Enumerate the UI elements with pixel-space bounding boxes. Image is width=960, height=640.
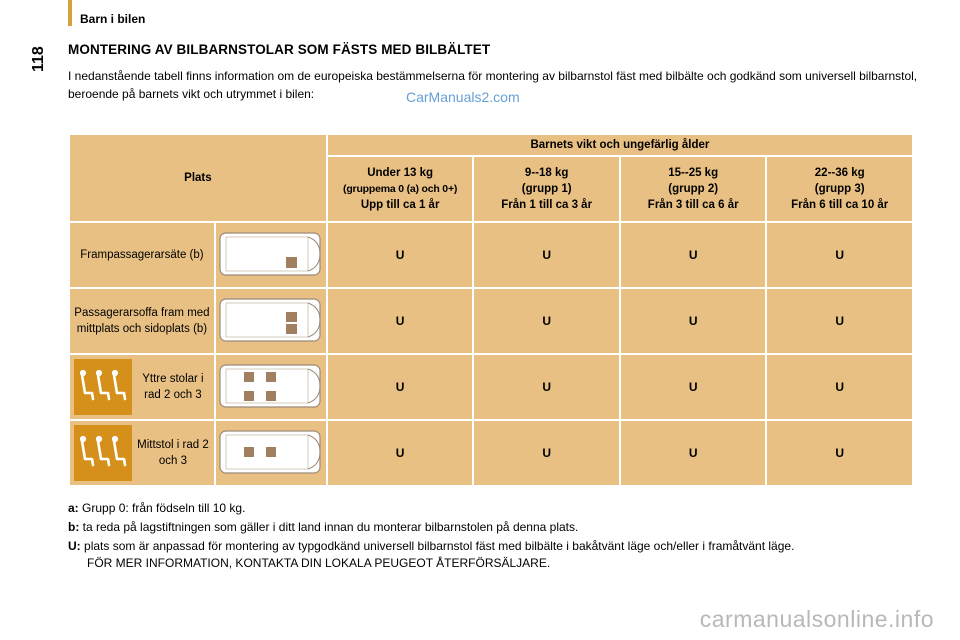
child-seat-table [68,133,914,487]
header-weight-age: Barnets vikt och ungefärlig ålder [327,134,913,156]
value-cell: U [620,354,767,420]
group-weight: 9--18 kg [524,167,569,179]
value-cell: U [620,420,767,486]
footnote-key: a: [68,501,79,515]
value-cell: U [473,288,620,354]
group-header [327,156,474,222]
group-name: (grupp 2) [668,183,719,195]
group-name: (grupp 3) [814,183,865,195]
van-diagram-icon [215,222,327,288]
value-cell: U [766,288,913,354]
value-cell: U [327,288,474,354]
footnote [68,538,938,572]
footnote-key: b: [68,520,80,534]
footnote-key: U: [68,539,81,553]
van-diagram-icon [215,420,327,486]
seat-row-icon [74,425,132,481]
footnote-text: plats som är anpassad för montering av typgodkänd universell bilbarnstol fäst med bilbälte i bakåtvänt läge och/eller i framåtvänt läge. [84,539,795,553]
value-cell: U [766,354,913,420]
place-label: Yttre stolar i rad 2 och 3 [142,373,204,401]
watermark-bottom: carmanualsonline.info [699,606,934,632]
table-row [69,222,913,288]
group-weight: 22--36 kg [814,167,865,179]
group-name: (gruppema 0 (a) och 0+) [343,183,458,195]
value-cell: U [473,420,620,486]
group-age: Från 3 till ca 6 år [647,199,739,211]
group-header [620,156,767,222]
value-cell: U [473,222,620,288]
group-weight: 15--25 kg [668,167,719,179]
page-number: 118 [30,46,47,72]
group-header [766,156,913,222]
watermark-top: CarManuals2.com [406,89,520,105]
footnote-text: ta reda på lagstiftningen som gäller i ditt land innan du monterar bilbarnstolen på denna plats. [82,520,579,534]
place-cell [69,354,215,420]
section-accent-bar [68,0,72,26]
group-weight: Under 13 kg [367,167,434,179]
table-row [69,288,913,354]
value-cell: U [327,354,474,420]
van-diagram-icon [215,354,327,420]
group-header [473,156,620,222]
value-cell: U [473,354,620,420]
value-cell: U [327,222,474,288]
seat-row-icon [74,359,132,415]
page-title: MONTERING AV BILBARNSTOLAR SOM FÄSTS MED BILBÄLTET [68,42,491,57]
place-cell [69,420,215,486]
place-label: Frampassagerarsäte (b) [69,222,215,288]
header-place: Plats [69,134,327,222]
place-label: Passagerarsoffa fram med mittplats och sidoplats (b) [69,288,215,354]
van-diagram-icon [215,288,327,354]
group-age: Från 6 till ca 10 år [791,199,889,211]
value-cell: U [620,222,767,288]
table-row [69,420,913,486]
value-cell: U [766,222,913,288]
group-age: Upp till ca 1 år [360,199,440,211]
footnote-contact: FÖR MER INFORMATION, KONTAKTA DIN LOKALA PEUGEOT ÅTERFÖRSÄLJARE. [87,556,551,570]
footnotes [68,500,938,574]
group-age: Från 1 till ca 3 år [501,199,593,211]
value-cell: U [766,420,913,486]
footnote-text: Grupp 0: från födseln till 10 kg. [82,501,246,515]
section-header: Barn i bilen [80,12,146,26]
value-cell: U [327,420,474,486]
footnote [68,500,938,517]
intro-paragraph: I nedanstående tabell finns information om de europeiska bestämmelserna för montering av bilbarnstol fäst med bilbälte och godkänd som universell bilbarnstol, beroende på barnets vikt och utrymmet i bilen: [68,69,918,101]
place-label: Mittstol i rad 2 och 3 [137,439,209,467]
group-name: (grupp 1) [521,183,572,195]
footnote [68,519,938,536]
value-cell: U [620,288,767,354]
table-row [69,354,913,420]
